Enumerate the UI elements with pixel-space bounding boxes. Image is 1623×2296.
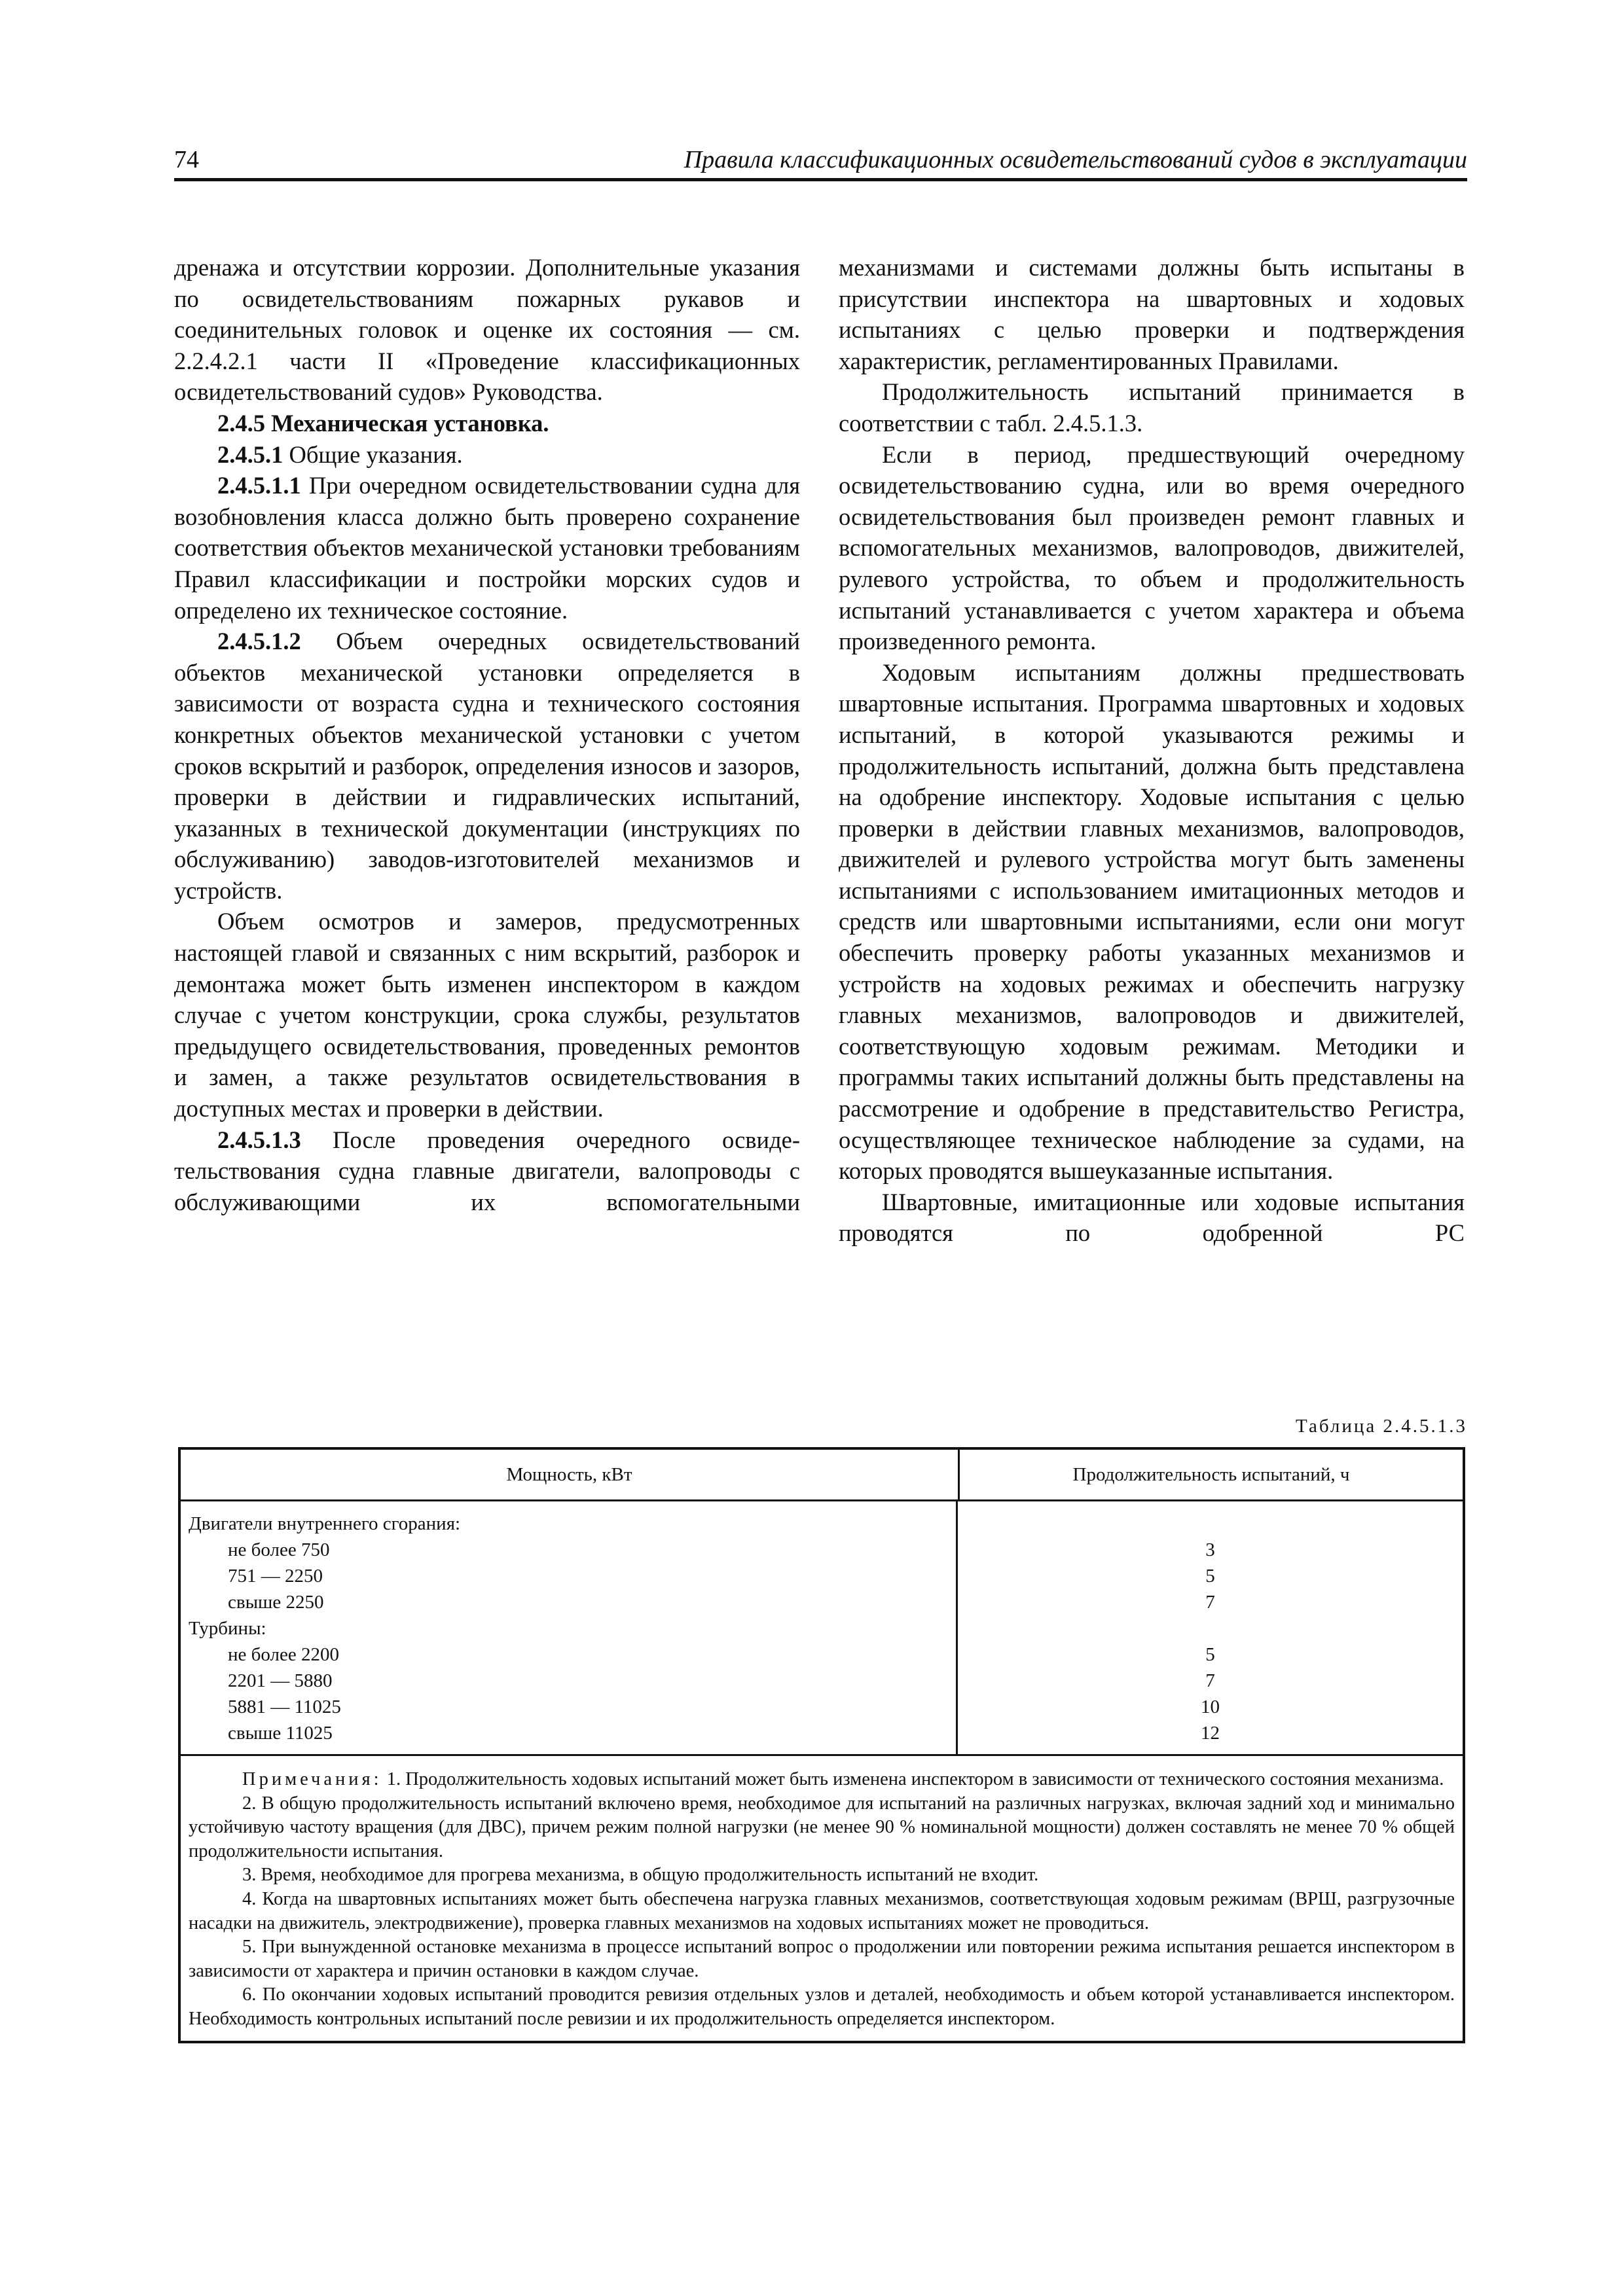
section-2-4-5-1-heading — [174, 439, 800, 471]
note-1 — [189, 1768, 1455, 1792]
note-2: 2. В общую продолжительность испытаний включено время, необходимое для испытаний на различных нагрузках, включая задний ход и минимально устойчивую частоту вращения (для ДВС), причем режим полной нагрузки (не менее 90 % номинальной мощности) должен составлять не менее 70 % общей продолжительности испытания. — [189, 1793, 1455, 1861]
clause-text: Объем очередных освидетельствований объектов механической установки определяется в зависимости от возраста судна и технического состояния конкретных объектов механической установки с учетом сроков вскрытий и разборок, определения износов и зазоров, проверки в действии и гидравлических испытаний, указанных в технической документации (инструкциях по обслуживанию) заводов-изготовителей механизмов и устройств. — [174, 628, 800, 904]
table-body — [181, 1501, 1463, 1756]
paragraph-drainage: дренажа и отсутствии коррозии. Дополнительные указания по освидетельствованиям пожарных рукавов и соединительных головок и оценке их состояния — см. 2.2.4.2.1 части II «Проведение классификационных освидетельствований судов» Руководства. — [174, 254, 800, 406]
table-row-value: 7 — [1205, 1592, 1215, 1613]
table-row-value: 12 — [1201, 1723, 1220, 1744]
table-row-value — [958, 1615, 1463, 1641]
clause-number: 2.4.5.1.2 — [217, 628, 301, 655]
left-column — [174, 252, 800, 1217]
note-text: 1. Продолжительность ходовых испытаний может быть изменена инспектором в зависимости от технического состояния механизма. — [386, 1769, 1444, 1789]
clause-number: 2.4.5.1.1 — [217, 472, 301, 499]
note-6: 6. По окончании ходовых испытаний проводится ревизия отдельных узлов и деталей, необходимость и объем которой устанавливается инспектором. Необходимость контрольных испытаний после ревизии и их продолжительность определяется инспектором. — [189, 1984, 1455, 2029]
table-row-label: 2201 — 5880 — [228, 1670, 333, 1691]
table-row-value: 5 — [1205, 1566, 1215, 1587]
clause-text: При очередном освидетельствовании судна для возобновления класса должно быть проверено сохранение соответствия объектов механической установки требованиям Правил классификации и постройки морских судов и определено их техническое состояние. — [174, 472, 800, 624]
table-caption: Таблица 2.4.5.1.3 — [1295, 1416, 1467, 1437]
page-header — [174, 145, 1467, 181]
page-number: 74 — [174, 146, 199, 173]
table-row-label: Турбины: — [189, 1618, 266, 1639]
section-2-4-5-heading — [174, 408, 800, 439]
clause-number: 2.4.5.1.3 — [217, 1126, 301, 1153]
paragraph-repair: Если в период, предшествующий очередному освидетельствованию судна, или во время очередного освидетельствования был произведен ремонт главных и вспомогательных механизмов, валопроводов, движителей, рулевого устройства, то объем и продолжительность испытаний устанавливается с учетом характера и объема произведенного ремонта. — [839, 440, 1465, 655]
table-notes — [181, 1756, 1463, 2041]
table-row-value: 7 — [1205, 1670, 1215, 1691]
clause-2-4-5-1-2 — [174, 626, 800, 906]
note-5: 5. При вынужденной остановке механизма в процессе испытаний вопрос о продолжении или повторении режима испытания решается инспектором в зависимости от характера и причин остановки в каждом случае. — [189, 1937, 1455, 1981]
duration-column — [958, 1501, 1463, 1754]
notes-label: Примечания: — [242, 1769, 382, 1789]
section-title: Механическая установка. — [271, 409, 549, 437]
table-row-value: 3 — [1205, 1539, 1215, 1560]
note-3: 3. Время, необходимое для прогрева механизма, в общую продолжительность испытаний не входит. — [242, 1865, 1039, 1886]
section-title: Общие указания. — [289, 440, 463, 468]
clause-text: После проведения очередного освидетельствования судна главные двигатели, валопроводы с обслуживающими их вспомогательными — [174, 1126, 800, 1215]
table-row-label: свыше 2250 — [228, 1592, 324, 1613]
right-column — [839, 252, 1465, 1249]
clause-2-4-5-1-3 — [174, 1124, 800, 1218]
paragraph-scope: Объем осмотров и замеров, предусмотренных настоящей главой и связанных с ним вскрытий, разборок и демонтажа может быть изменен инспектором в каждом случае с учетом конструкции, срока службы, результатов предыдущего освидетельствования, проведенных ремонтов и замен, а также результатов освидетельствования в доступных местах и проверки в действии. — [174, 908, 800, 1122]
header-duration: Продолжительность испытаний, ч — [1072, 1463, 1350, 1485]
table-row-label: Двигатели внутреннего сгорания: — [189, 1513, 461, 1534]
table-row-value: 5 — [1205, 1644, 1215, 1665]
section-number: 2.4.5.1 — [217, 440, 283, 468]
running-title: Правила классификационных освидетельствований судов в эксплуатации — [684, 146, 1467, 173]
table-row-label: не более 750 — [228, 1539, 330, 1560]
paragraph-mooring-trials: Швартовные, имитационные или ходовые испытания проводятся по одобренной РС — [839, 1188, 1465, 1247]
power-column — [181, 1501, 958, 1754]
table-header — [181, 1450, 1463, 1501]
table-row-label: 751 — 2250 — [228, 1566, 323, 1587]
paragraph-continuation: механизмами и системами должны быть испытаны в присутствии инспектора на швартовных и ходовых испытаниях с целью проверки и подтверждения характеристик, регламентированных Правилами. — [839, 254, 1465, 374]
test-duration-table — [178, 1447, 1465, 2043]
header-power: Мощность, кВт — [181, 1450, 960, 1499]
table-row-value — [958, 1511, 1463, 1537]
table-row-label: 5881 — 11025 — [228, 1696, 341, 1717]
paragraph-duration: Продолжительность испытаний принимается в соответствии с табл. 2.4.5.1.3. — [839, 378, 1465, 437]
note-4: 4. Когда на швартовных испытаниях может быть обеспечена нагрузка главных механизмов, соответствующая ходовым режимам (ВРШ, разгрузочные насадки на движитель, электродвижение), проверка главных механизмов на ходовых испытаниях может не проводиться. — [189, 1888, 1455, 1933]
clause-2-4-5-1-1 — [174, 470, 800, 626]
table-row-label: свыше 11025 — [228, 1723, 333, 1744]
table-row-label: не более 2200 — [228, 1644, 339, 1665]
table-row-value: 10 — [1201, 1696, 1220, 1717]
paragraph-sea-trials: Ходовым испытаниям должны предшествовать швартовные испытания. Программа швартовных и ходовых испытаний, в которой указываются режимы и продолжительность испытаний, должна быть представлена на одобрение инспектору. Ходовые испытания с целью проверки в действии главных механизмов, валопроводов, движителей и рулевого устройства могут быть заменены испытаниями с использованием имитационных методов и средств или швартовными испытаниями, если они могут обеспечить проверку работы указанных механизмов и устройств на ходовых режимах и обеспечить нагрузку главных механизмов, валопроводов и движителей, соответствующую ходовым режимам. Методики и программы таких испытаний должны быть представлены на рассмотрение и одобрение в представительство Регистра, осуществляющее техническое наблюдение за судами, на которых проводятся вышеуказанные испытания. — [839, 658, 1465, 1185]
section-number: 2.4.5 — [217, 409, 265, 437]
